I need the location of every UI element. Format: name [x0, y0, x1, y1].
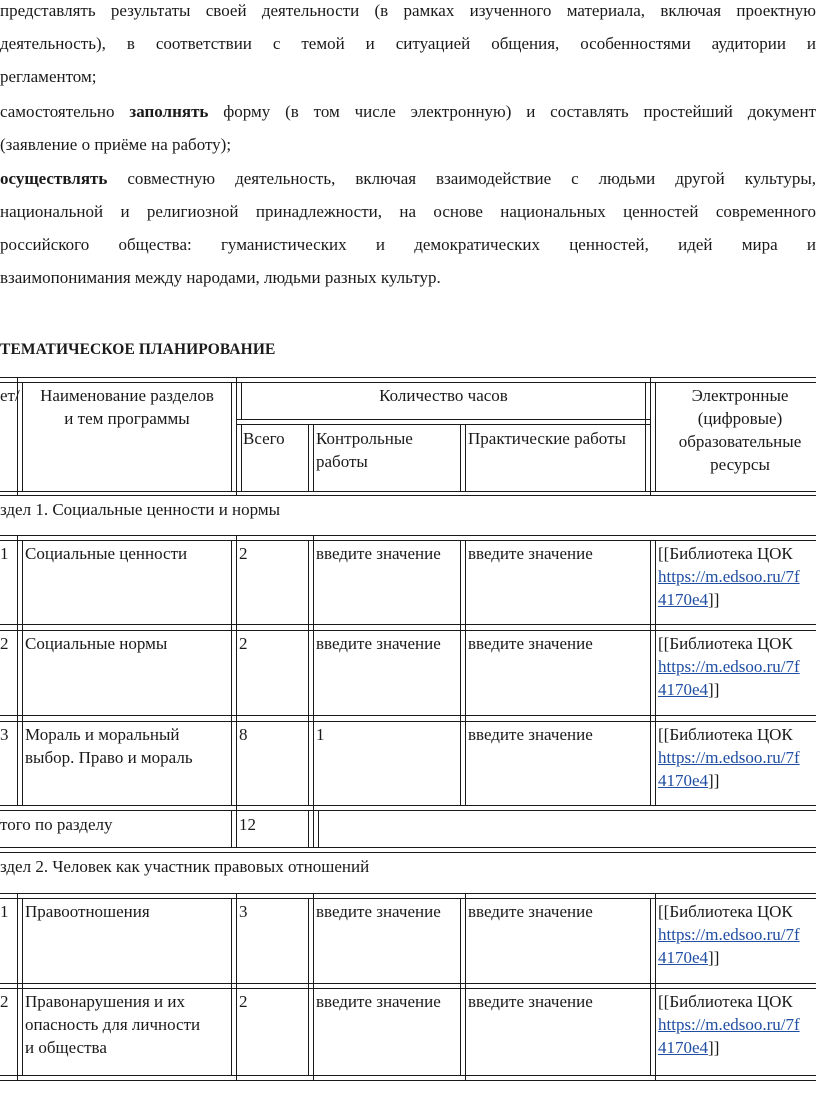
header-control [316, 427, 413, 473]
row-5-total: 2 [239, 992, 248, 1011]
row-2-resource [658, 632, 800, 701]
row-1-resource-link-2[interactable]: 4170e4 [658, 590, 709, 609]
header-resources-line-1: Электронные [691, 386, 789, 405]
row-5-num: 2 [0, 992, 9, 1011]
row-3-name-line-1: Мораль и моральный [25, 725, 180, 744]
row-2-name-line-1: Социальные нормы [25, 634, 168, 653]
row-3-resource-tail: ]] [708, 771, 720, 790]
subtotal-value: 12 [239, 815, 256, 834]
row-5-name [25, 990, 200, 1059]
row-4-resource [658, 900, 800, 969]
header-resources [656, 384, 816, 476]
intro-item-3-line-4: взаимопонимания между народами, людьми разных культур. [0, 268, 441, 287]
intro-item-2-bold: заполнять [129, 102, 209, 121]
section-title: ТЕМАТИЧЕСКОЕ ПЛАНИРОВАНИЕ [0, 341, 276, 358]
intro-item-2-line-2: (заявление о приёме на работу); [0, 135, 232, 154]
row-4-practical: введите значение [468, 902, 593, 921]
row-5-control: введите значение [316, 992, 441, 1011]
subtotal-label: того по разделу [0, 815, 113, 834]
row-5-practical: введите значение [468, 992, 593, 1011]
row-5-resource-link-1[interactable]: https://m.edsoo.ru/7f [658, 1015, 800, 1034]
header-hours: Количество часов [379, 386, 508, 405]
intro-item-3-line-2: национальной и религиозной принадлежности, на основе национальных ценностей современного [0, 202, 816, 221]
row-1-num: 1 [0, 544, 9, 563]
row-5-resource [658, 990, 800, 1059]
row-1-resource-label: [[Библиотека ЦОК [658, 544, 793, 563]
intro-item-1-line-2: деятельность), в соответствии с темой и ситуацией общения, особенностями аудитории и [0, 34, 816, 53]
row-2-resource-link-2[interactable]: 4170e4 [658, 680, 709, 699]
row-2-num: 2 [0, 634, 9, 653]
row-3-resource [658, 723, 800, 792]
row-4-name-line-1: Правоотношения [25, 902, 150, 921]
row-1-control: введите значение [316, 544, 441, 563]
row-5-name-line-1: Правонарушения и их [25, 992, 185, 1011]
row-3-total: 8 [239, 725, 248, 744]
row-1-resource [658, 542, 800, 611]
header-name [23, 384, 231, 430]
row-1-total: 2 [239, 544, 248, 563]
row-4-resource-link-1[interactable]: https://m.edsoo.ru/7f [658, 925, 800, 944]
row-3-practical: введите значение [468, 725, 593, 744]
header-practical: Практические работы [468, 429, 626, 448]
intro-item-2-rest: форму (в том числе электронную) и составлять простейший документ [208, 102, 816, 121]
row-2-control: введите значение [316, 634, 441, 653]
row-5-name-line-2: опасность для личности [25, 1015, 201, 1034]
row-5-name-line-3: и общества [25, 1038, 107, 1057]
row-3-num: 3 [0, 725, 9, 744]
header-num: ет/ [0, 386, 20, 405]
section-1-title: здел 1. Социальные ценности и нормы [0, 500, 281, 519]
header-name-line-2: и тем программы [64, 409, 190, 428]
header-control-line-1: Контрольные [316, 429, 413, 448]
row-4-control: введите значение [316, 902, 441, 921]
row-1-resource-tail: ]] [708, 590, 720, 609]
row-3-name-line-2: выбор. Право и мораль [25, 748, 193, 767]
row-3-resource-label: [[Библиотека ЦОК [658, 725, 793, 744]
intro-item-3-rest: совместную деятельность, включая взаимодействие с людьми другой культуры, [107, 169, 816, 188]
row-3-name [25, 723, 193, 769]
row-4-resource-label: [[Библиотека ЦОК [658, 902, 793, 921]
header-resources-line-3: образовательные [678, 432, 802, 451]
row-2-name [25, 632, 167, 655]
row-1-resource-link-1[interactable]: https://m.edsoo.ru/7f [658, 567, 800, 586]
intro-item-2-prefix: самостоятельно [0, 102, 130, 121]
intro-item-3-line-3: российского общества: гуманистических и демократических ценностей, идей мира и [0, 235, 816, 254]
header-name-line-1: Наименование разделов [40, 386, 214, 405]
row-4-total: 3 [239, 902, 248, 921]
row-2-resource-tail: ]] [708, 680, 720, 699]
row-1-name-line-1: Социальные ценности [25, 544, 188, 563]
row-4-num: 1 [0, 902, 9, 921]
header-total: Всего [243, 429, 285, 448]
row-3-resource-link-1[interactable]: https://m.edsoo.ru/7f [658, 748, 800, 767]
row-5-resource-label: [[Библиотека ЦОК [658, 992, 793, 1011]
row-5-resource-link-2[interactable]: 4170e4 [658, 1038, 709, 1057]
header-control-line-2: работы [316, 452, 368, 471]
row-1-name [25, 542, 187, 565]
row-1-practical: введите значение [468, 544, 593, 563]
row-2-practical: введите значение [468, 634, 593, 653]
header-resources-line-4: ресурсы [710, 455, 770, 474]
header-resources-line-2: (цифровые) [697, 409, 783, 428]
intro-item-1-line-1: представлять результаты своей деятельности (в рамках изученного материала, включая проектную [0, 1, 816, 20]
row-3-control: 1 [316, 725, 325, 744]
section-2-title: здел 2. Человек как участник правовых отношений [0, 857, 370, 876]
row-3-resource-link-2[interactable]: 4170e4 [658, 771, 709, 790]
intro-item-1-line-3: регламентом; [0, 67, 97, 86]
row-5-resource-tail: ]] [708, 1038, 720, 1057]
row-4-name [25, 900, 150, 923]
row-2-total: 2 [239, 634, 248, 653]
intro-item-3-bold: осуществлять [0, 169, 108, 188]
row-2-resource-label: [[Библиотека ЦОК [658, 634, 793, 653]
row-4-resource-tail: ]] [708, 948, 720, 967]
row-2-resource-link-1[interactable]: https://m.edsoo.ru/7f [658, 657, 800, 676]
row-4-resource-link-2[interactable]: 4170e4 [658, 948, 709, 967]
